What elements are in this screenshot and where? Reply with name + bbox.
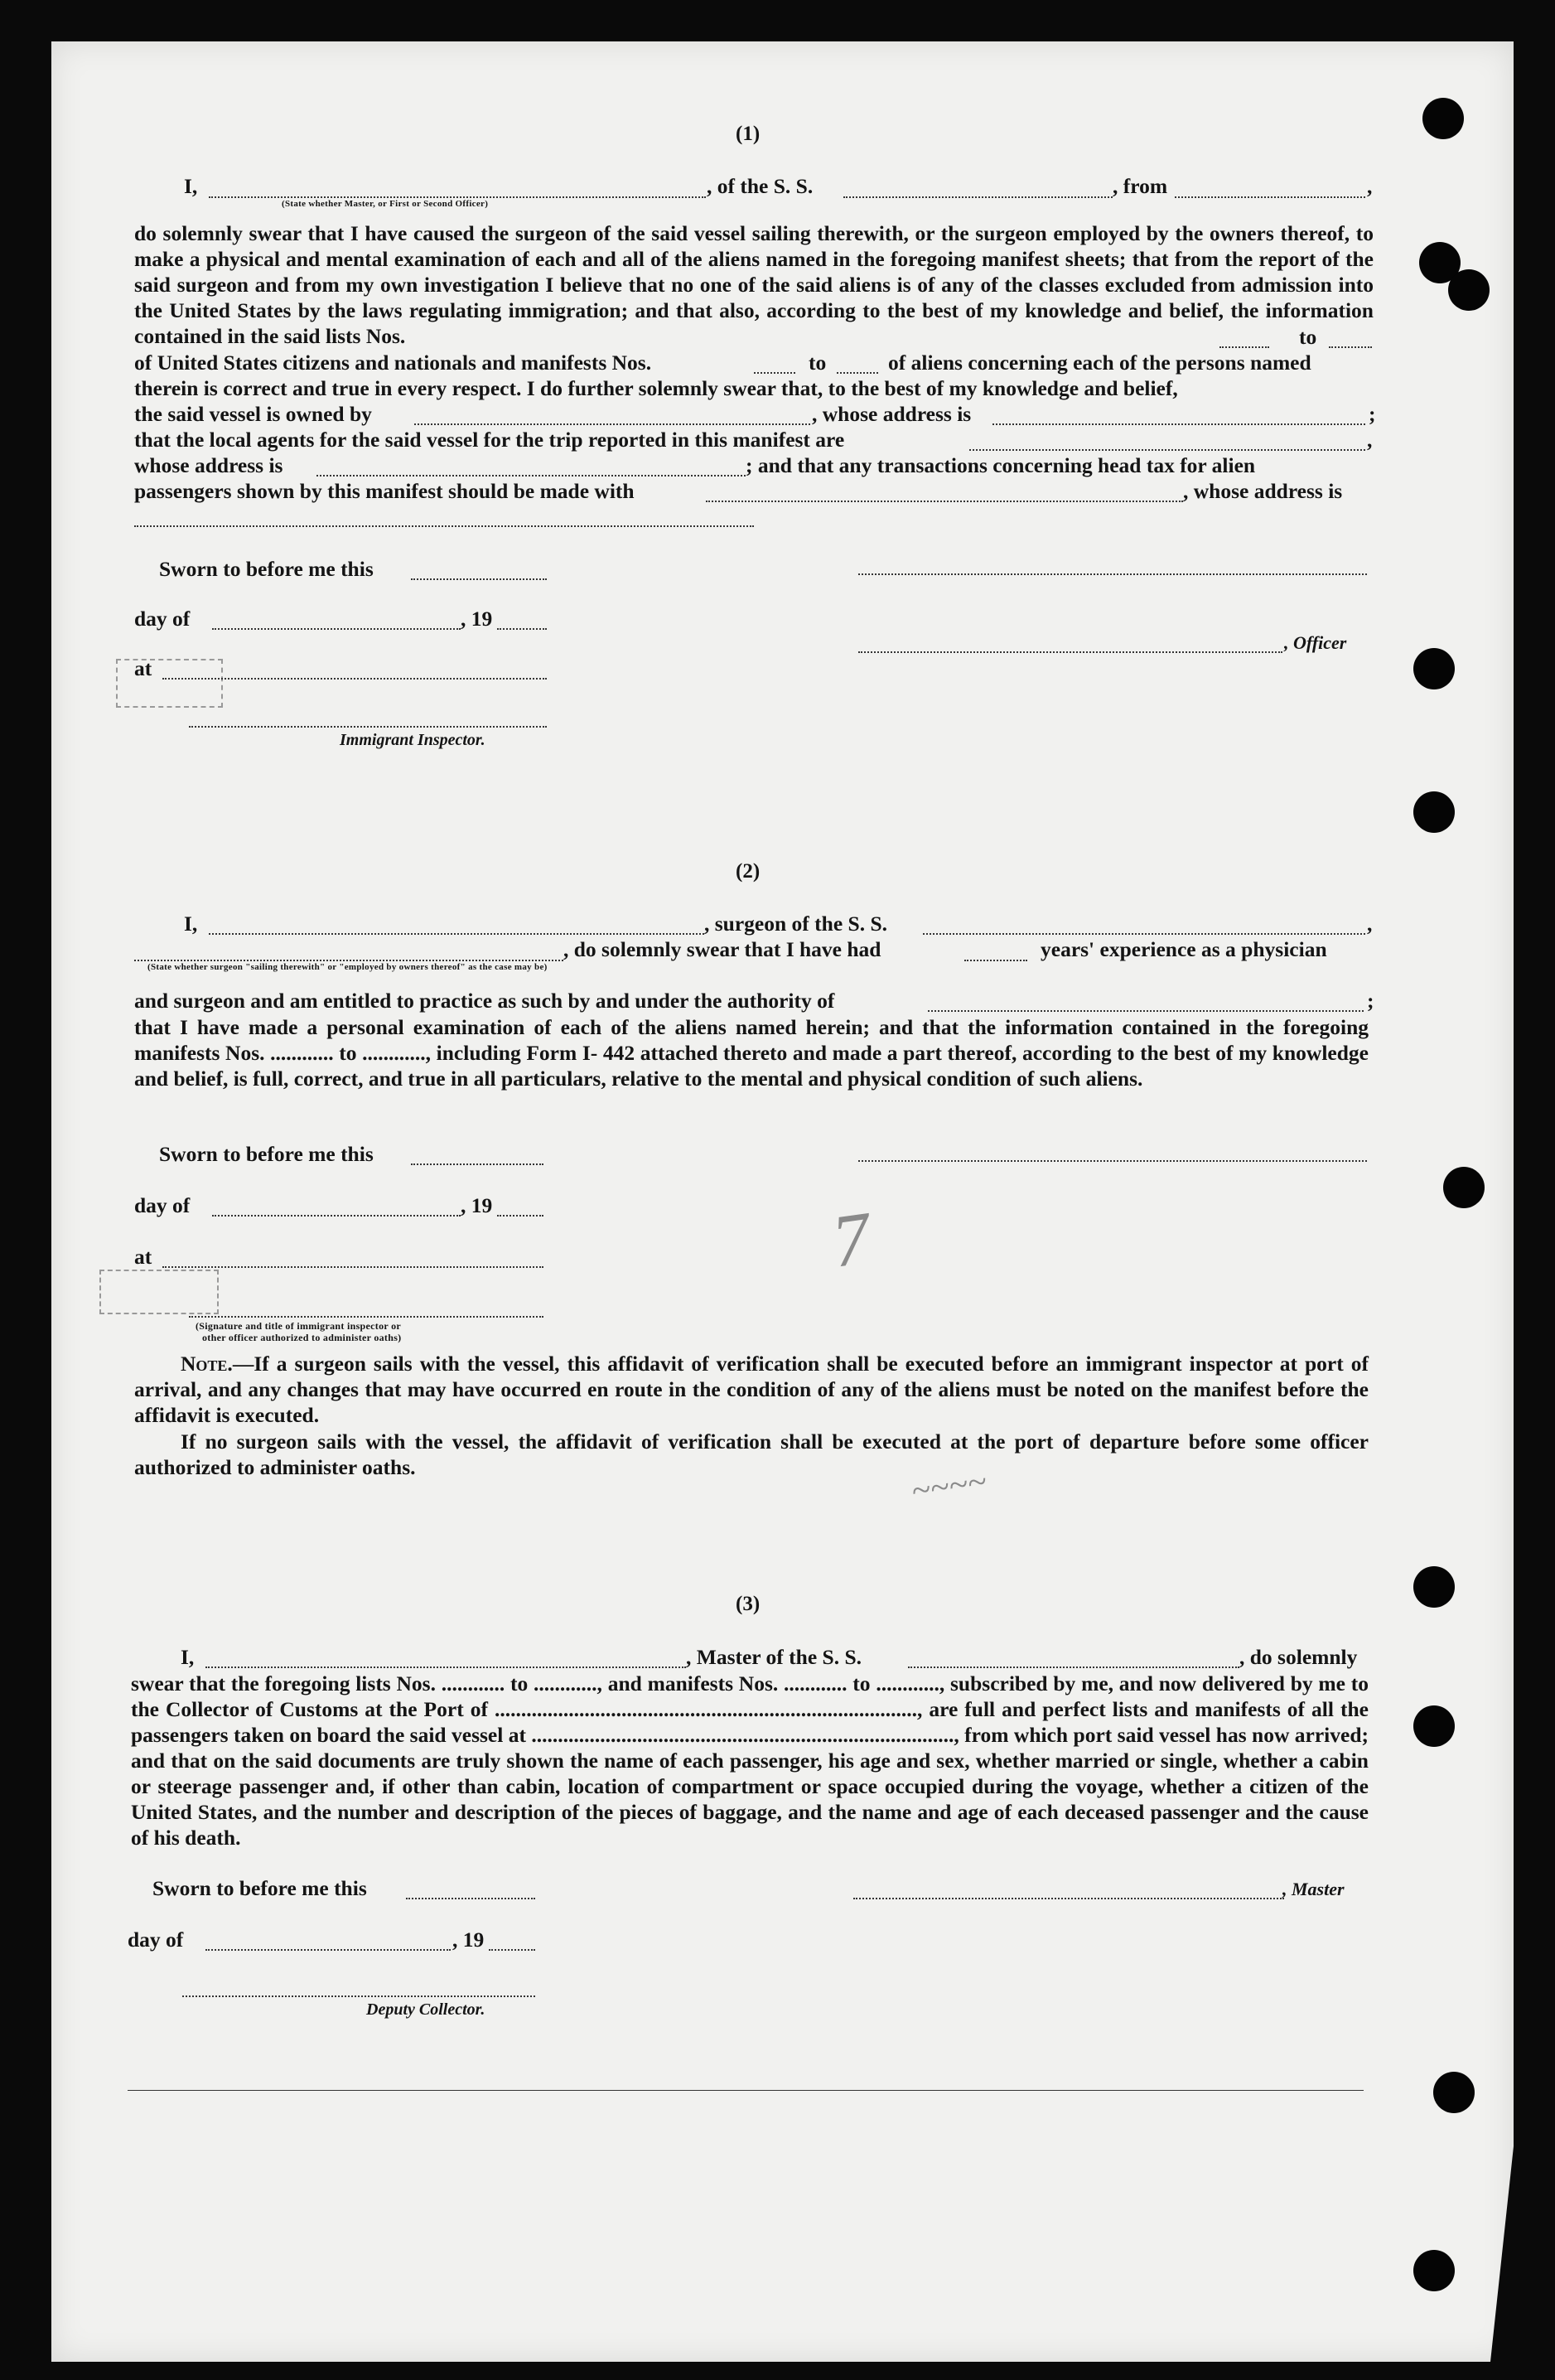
- punch-hole: [1433, 2072, 1475, 2113]
- semicolon: ;: [1367, 989, 1374, 1013]
- at-field[interactable]: [162, 678, 547, 680]
- head-tax-agent-field[interactable]: [706, 501, 1183, 502]
- master-name-field[interactable]: [205, 1666, 686, 1668]
- year-label: , 19: [461, 1193, 493, 1217]
- delivery-paragraph: swear that the foregoing lists Nos. ............ to ............, and manifests Nos. ............ to ............, subscribed by me, and now delivered by me to the Collector of Customs at the Port of ................................................................................, are full and perfect lists and manifests of all the passengers taken on board the said vessel at ................................................................................, from which port said vessel has now arrived; and that on the said documents are truly shown the name of each passenger, his age and sex, whether married or single, whether a cabin or steerage passenger and, if other than cabin, location of compartment or space occupied during the voyage, whether a citizen of the United States, and the number and description of the pieces of baggage, and the name and age of each deceased passenger and the cause of his death.: [131, 1671, 1369, 1850]
- deputy-signature-field[interactable]: [182, 1995, 535, 1997]
- head-tax-address-field[interactable]: [134, 525, 754, 527]
- sworn-label: Sworn to before me this: [152, 1876, 367, 1900]
- owner-field[interactable]: [414, 423, 810, 425]
- surgeon-of-label: , surgeon of the S. S.: [704, 912, 888, 936]
- citizens-line: of United States citizens and nationals and manifests Nos.: [134, 351, 652, 375]
- note-label: Note.: [181, 1352, 233, 1376]
- whose-address-label: , whose address is: [1183, 479, 1343, 503]
- torn-corner: [1490, 2146, 1514, 2362]
- surgeon-signature-field[interactable]: [858, 1160, 1367, 1162]
- punch-hole: [1443, 1167, 1485, 1208]
- aliens-line: of aliens concerning each of the persons named: [888, 351, 1311, 375]
- label-i: I,: [184, 174, 198, 198]
- year-label: , 19: [452, 1928, 485, 1952]
- years-exp-label: years' experience as a physician: [1041, 937, 1327, 961]
- comma: ,: [1367, 428, 1373, 452]
- inspector-signature-field[interactable]: [189, 1316, 543, 1318]
- section-number: (2): [736, 860, 761, 883]
- note-paragraph-2: If no surgeon sails with the vessel, the affidavit of verification shall be executed at the port of departure before some officer authorized to administer oaths.: [134, 1429, 1369, 1479]
- punch-hole: [1413, 791, 1455, 833]
- section-number: (1): [736, 123, 761, 145]
- manifests-to-field[interactable]: [837, 372, 878, 374]
- passengers-label: passengers shown by this manifest should be made with: [134, 479, 635, 503]
- year-field[interactable]: [497, 628, 547, 630]
- master-signature-field[interactable]: [853, 1898, 1284, 1899]
- master-of-label: , Master of the S. S.: [686, 1645, 862, 1669]
- day-field[interactable]: [205, 1949, 451, 1951]
- punch-hole: [1413, 2250, 1455, 2291]
- punch-hole: [1422, 98, 1464, 139]
- owned-by-label: the said vessel is owned by: [134, 402, 372, 426]
- oath-paragraph: do solemnly swear that I have caused the surgeon of the said vessel sailing therewith, or the surgeon employed by the owners thereof, to make a physical and mental examination of each and all of the aliens named in the foregoing manifest sheets; that from the report of the said surgeon and from my own investigation I believe that no one of the said aliens is of any of the classes excluded from admission into the United States by the laws regulating immigration; and that also, according to the best of my knowledge and belief, the information contained in the said lists Nos.: [134, 221, 1374, 348]
- at-label: at: [134, 1245, 152, 1269]
- whose-address-label: , whose address is: [812, 402, 972, 426]
- surgeon-type-field[interactable]: [134, 960, 563, 961]
- day-field[interactable]: [212, 628, 461, 630]
- faint-stamp: [116, 659, 223, 708]
- label-i: I,: [184, 912, 198, 936]
- day-of-label: day of: [134, 607, 191, 631]
- punch-hole: [1413, 1566, 1455, 1608]
- do-solemnly-label: , do solemnly: [1239, 1645, 1358, 1669]
- label-from: , from: [1113, 174, 1168, 198]
- label-of-ss: , of the S. S.: [707, 174, 814, 198]
- faint-stamp: [99, 1270, 219, 1314]
- signature-hint: other officer authorized to administer oaths): [202, 1332, 402, 1343]
- day-field[interactable]: [212, 1215, 461, 1217]
- do-swear-label: , do solemnly swear that I have had: [563, 937, 881, 961]
- sworn-label: Sworn to before me this: [159, 1142, 374, 1166]
- faint-handwriting: 7: [827, 1197, 876, 1284]
- at-label: at: [134, 656, 152, 680]
- owner-address-field[interactable]: [992, 423, 1365, 425]
- day-of-label: day of: [134, 1193, 191, 1217]
- label-i: I,: [181, 1645, 195, 1669]
- therein-line: therein is correct and true in every respect. I do further solemnly swear that, to the best of my knowledge and belief,: [134, 376, 1178, 400]
- authority-field[interactable]: [928, 1010, 1364, 1012]
- comma: ,: [1367, 174, 1373, 198]
- agent-address-label: whose address is: [134, 453, 283, 477]
- bottom-rule: [128, 2090, 1364, 2091]
- sworn-date-field[interactable]: [406, 1898, 535, 1899]
- section-number: (3): [736, 1593, 761, 1615]
- inspector-label: Immigrant Inspector.: [340, 731, 485, 749]
- punch-hole: [1413, 648, 1455, 689]
- year-field[interactable]: [497, 1215, 543, 1217]
- punch-hole: [1448, 269, 1490, 311]
- manifests-from-field[interactable]: [754, 372, 795, 374]
- officer-name-field[interactable]: [209, 196, 706, 198]
- note-paragraph: [134, 1351, 1369, 1428]
- authority-label: and surgeon and am entitled to practice as such by and under the authority of: [134, 989, 835, 1013]
- punch-hole: [1413, 1705, 1455, 1747]
- years-field[interactable]: [964, 960, 1027, 961]
- signature-field[interactable]: [858, 573, 1367, 575]
- lists-to-field[interactable]: [1329, 346, 1372, 348]
- lists-from-field[interactable]: [1219, 346, 1269, 348]
- officer-label: , Officer: [1284, 632, 1347, 653]
- label-to: to: [1299, 325, 1317, 349]
- comma: ,: [1367, 912, 1373, 936]
- at-field[interactable]: [162, 1266, 543, 1268]
- surgeon-ship-field[interactable]: [923, 933, 1365, 935]
- year-field[interactable]: [489, 1949, 535, 1951]
- note-text: —If a surgeon sails with the vessel, this affidavit of verification shall be executed before an immigrant inspector at port of arrival, and any changes that may have occurred en route in the condition of any of the aliens must be noted on the manifest before the affidavit is executed.: [134, 1352, 1369, 1427]
- master-label: , Master: [1282, 1879, 1345, 1899]
- local-agents-label: that the local agents for the said vessel for the trip reported in this manifest are: [134, 428, 845, 452]
- agent-address-field[interactable]: [316, 475, 746, 476]
- officer-signature-field[interactable]: [858, 651, 1282, 653]
- ship-name-field[interactable]: [843, 196, 1113, 198]
- inspector-signature-field[interactable]: [189, 726, 547, 728]
- examination-paragraph: that I have made a personal examination of each of the aliens named herein; and that the information contained in the foregoing manifests Nos. ............ to ............, including Form I- 442 attached thereto and made a part thereof, according to the best of my knowledge and belief, is full, correct, and true in all particulars, relative to the mental and physical condition of such aliens.: [134, 1015, 1369, 1091]
- signature-hint: (Signature and title of immigrant inspector or: [196, 1320, 402, 1332]
- from-port-field[interactable]: [1175, 196, 1365, 198]
- surgeon-name-field[interactable]: [209, 933, 704, 935]
- year-label: , 19: [461, 607, 493, 631]
- surgeon-hint: (State whether surgeon "sailing therewith" or "employed by owners thereof" as the case may be): [147, 962, 548, 972]
- head-tax-line: ; and that any transactions concerning head tax for alien: [746, 453, 1256, 477]
- label-to: to: [809, 351, 827, 375]
- faint-handwriting: ~~~~: [909, 1462, 989, 1512]
- master-ship-field[interactable]: [908, 1666, 1239, 1668]
- sworn-label: Sworn to before me this: [159, 557, 374, 581]
- semicolon: ;: [1369, 402, 1376, 426]
- sworn-date-field[interactable]: [411, 1163, 543, 1165]
- deputy-label: Deputy Collector.: [366, 2000, 485, 2019]
- officer-hint: (State whether Master, or First or Second Officer): [282, 199, 489, 209]
- sworn-date-field[interactable]: [411, 578, 547, 580]
- local-agents-field[interactable]: [969, 449, 1365, 451]
- day-of-label: day of: [128, 1928, 184, 1952]
